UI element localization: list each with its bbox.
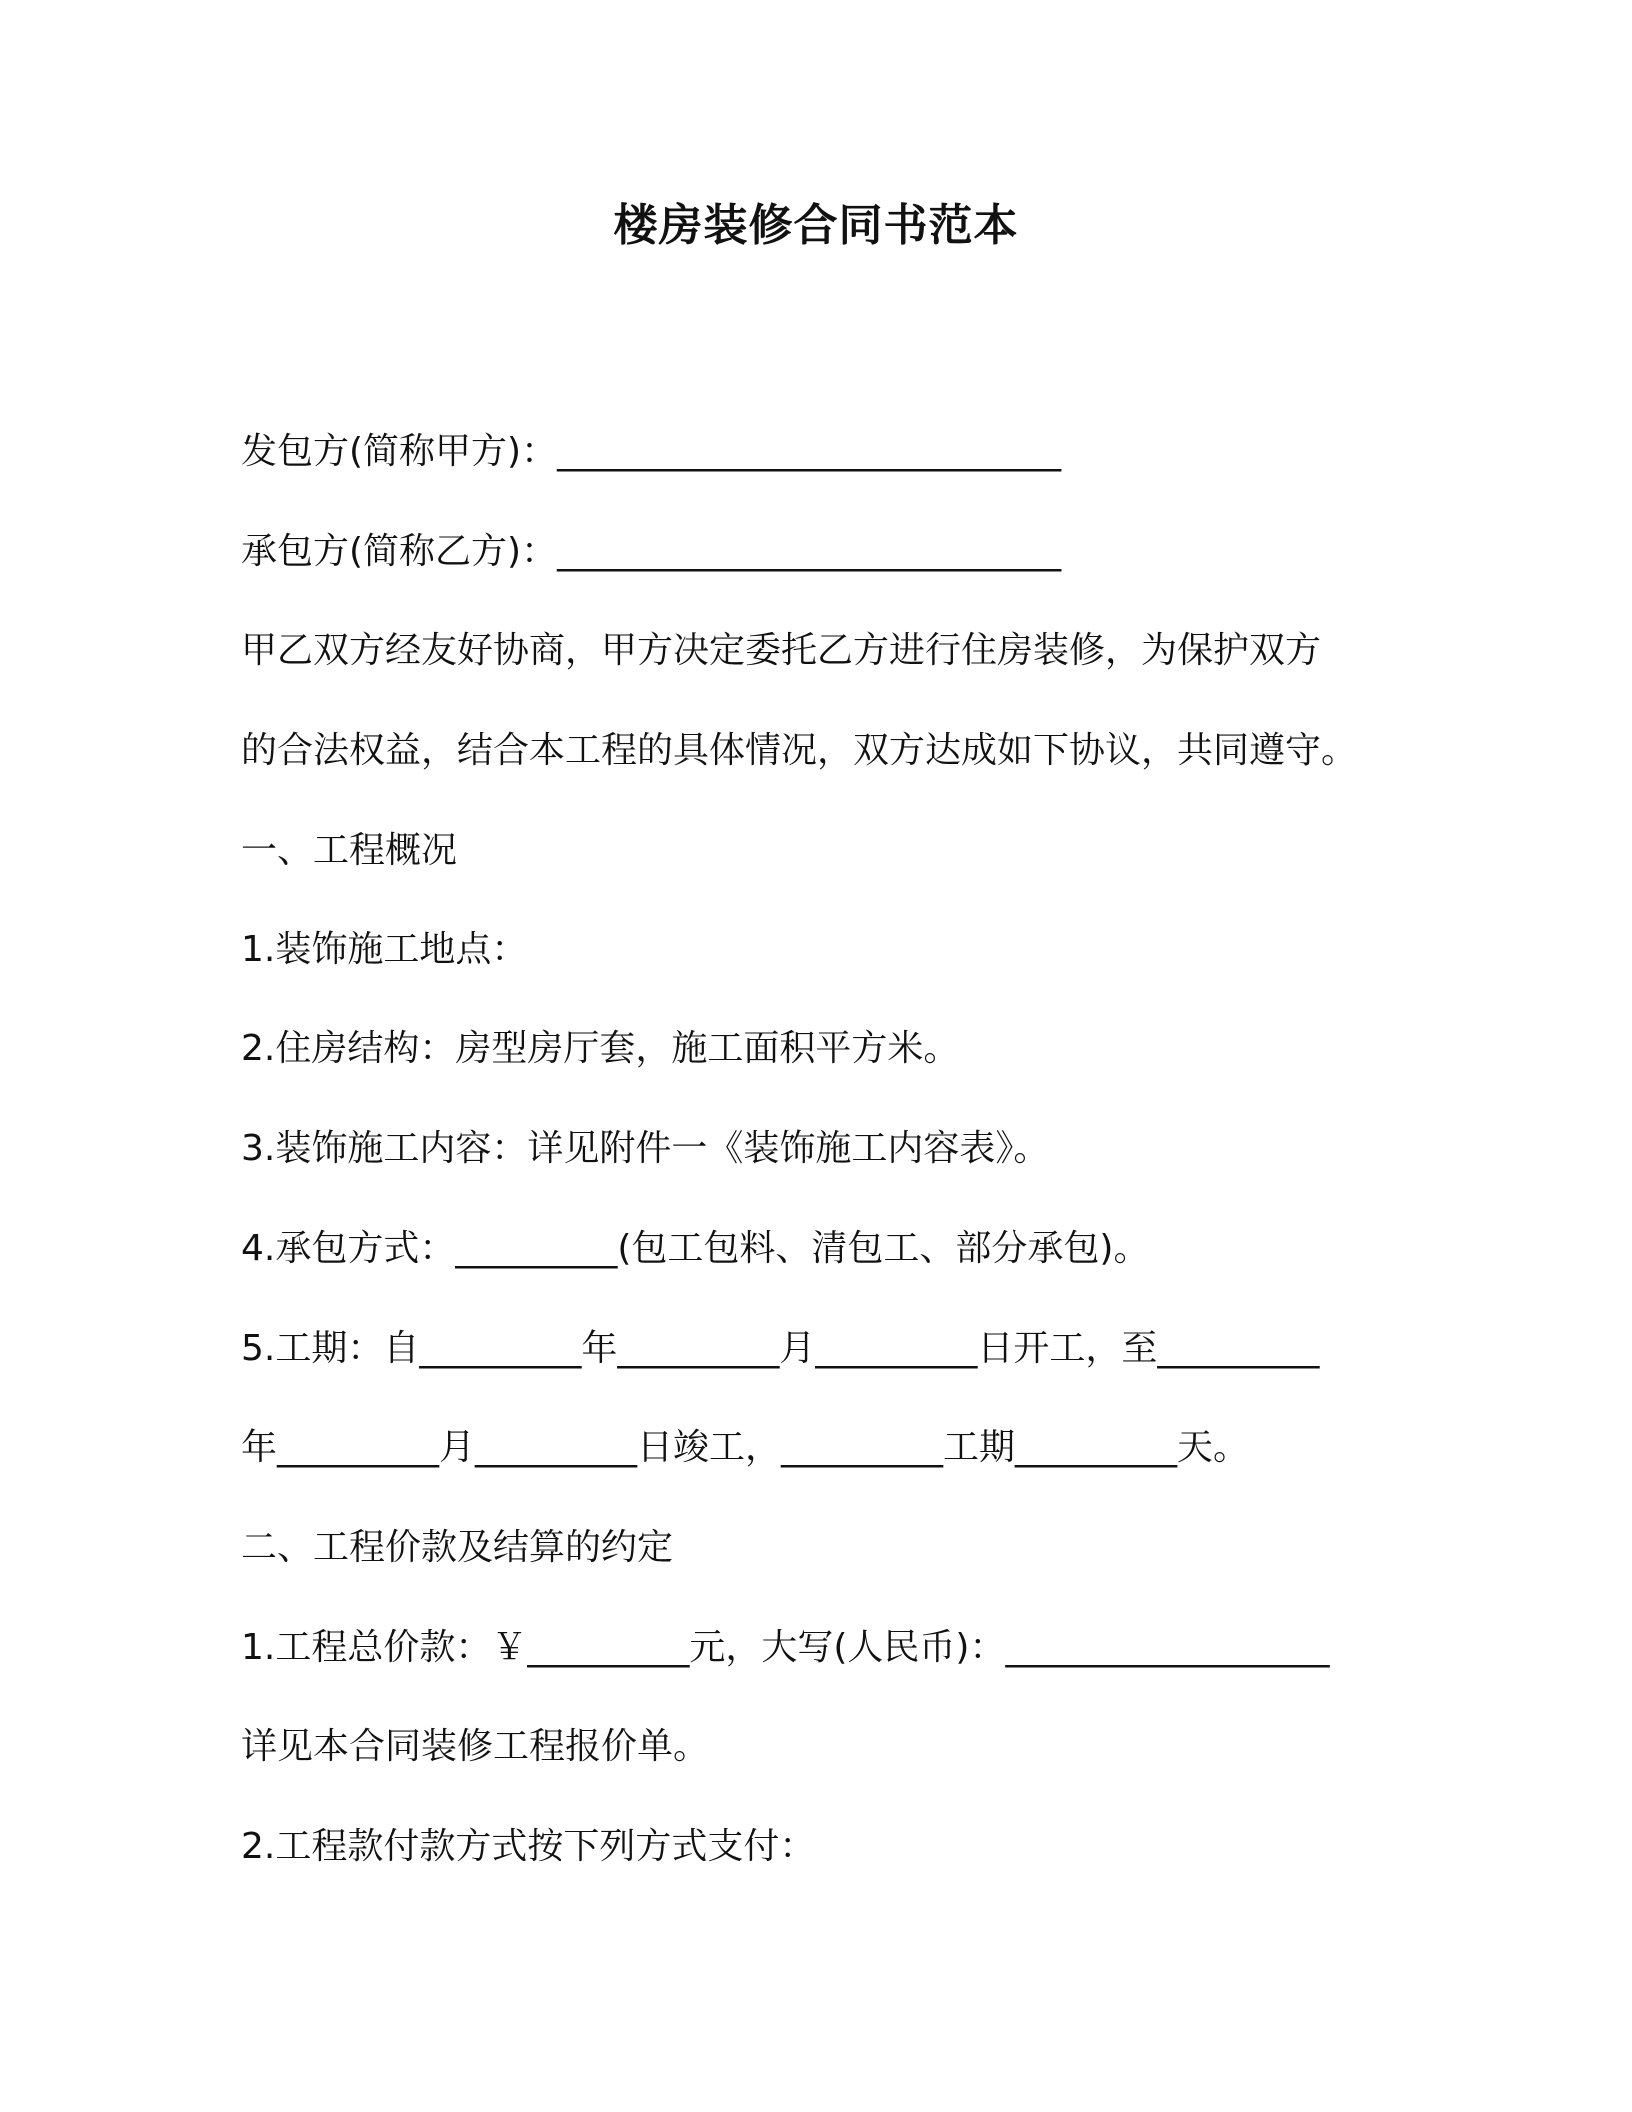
clause-total-price: 1.工程总价款：￥_________元，大写(人民币)：__________________ xyxy=(241,1627,1330,1668)
clause-price-reference: 详见本合同装修工程报价单。 xyxy=(241,1726,710,1767)
party-a-line: 发包方(简称甲方)：____________________________ xyxy=(241,431,1062,472)
clause-duration-line-2: 年_________月_________日竣工，_________工期_________天。 xyxy=(241,1427,1250,1468)
document-title: 楼房装修合同书范本 xyxy=(613,200,1019,251)
section-heading-price-settlement: 二、工程价款及结算的约定 xyxy=(241,1527,674,1568)
clause-payment-method: 2.工程款付款方式按下列方式支付： xyxy=(241,1826,816,1867)
clause-construction-content: 3.装饰施工内容：详见附件一《装饰施工内容表》。 xyxy=(241,1128,1050,1169)
section-heading-project-overview: 一、工程概况 xyxy=(241,830,458,871)
clause-construction-site: 1.装饰施工地点： xyxy=(241,929,528,970)
intro-paragraph-line-1: 甲乙双方经友好协商，甲方决定委托乙方进行住房装修，为保护双方 xyxy=(241,630,1322,671)
clause-contract-method: 4.承包方式：_________(包工包料、清包工、部分承包)。 xyxy=(241,1228,1150,1269)
clause-housing-structure: 2.住房结构：房型房厅套，施工面积平方米。 xyxy=(241,1028,960,1069)
intro-paragraph-line-2: 的合法权益，结合本工程的具体情况，双方达成如下协议，共同遵守。 xyxy=(241,730,1358,771)
clause-duration-line-1: 5.工期：自_________年_________月_________日开工，至_________ xyxy=(241,1328,1320,1369)
party-b-line: 承包方(简称乙方)：____________________________ xyxy=(241,531,1062,572)
